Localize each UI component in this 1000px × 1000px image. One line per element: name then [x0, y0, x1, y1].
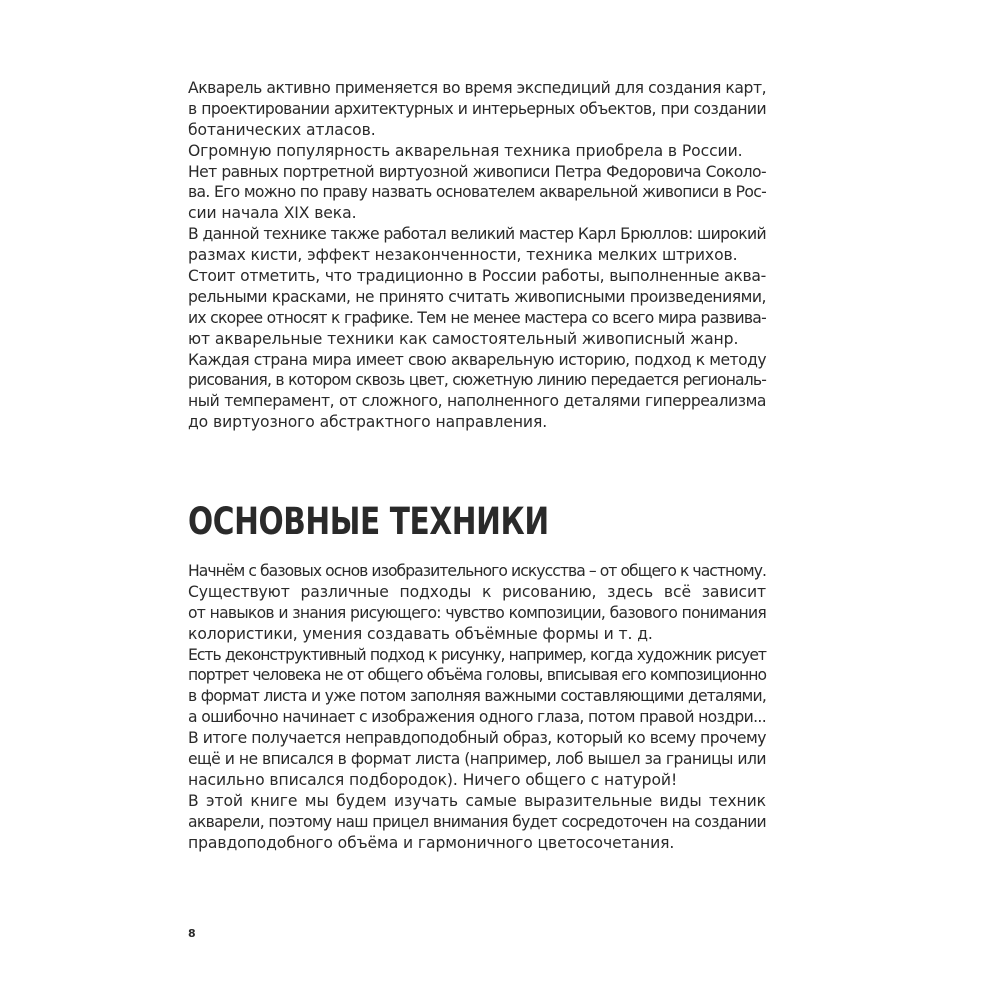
text-line: до виртуозного абстрактного направления.	[188, 413, 548, 432]
text-line: колористики, умения создавать объёмные формы и т. д.	[188, 624, 653, 643]
text-line: в проектировании архитектурных и интерьерных объектов, при создании	[188, 99, 766, 118]
text-line: акварели, поэтому наш прицел внимания будет сосредоточен на создании	[188, 812, 766, 831]
text-line: в формат листа и уже потом заполняя важными составляющими деталями,	[188, 687, 766, 706]
text-line: рисования, в котором сквозь цвет, сюжетную линию передается региональ-	[188, 371, 766, 390]
text-line: сии начала XIX века.	[188, 204, 357, 223]
text-line: Начнём с базовых основ изобразительного искусства – от общего к частному.	[188, 562, 766, 580]
text-line: В этой книге мы будем изучать самые выразительные виды техник	[188, 791, 766, 810]
text-line: правдоподобного объёма и гармоничного цветосочетания.	[188, 833, 675, 852]
text-line: от навыков и знания рисующего: чувство композиции, базового понимания	[188, 603, 766, 622]
text-line: ва. Его можно по праву назвать основателем акварельной живописи в Рос-	[188, 183, 766, 202]
text-line: насильно вписался подбородок). Ничего общего с натурой!	[188, 770, 678, 789]
techniques-text-block	[188, 561, 766, 853]
text-line: размах кисти, эффект незаконченности, техника мелких штрихов.	[188, 246, 738, 265]
text-line: портрет человека не от общего объёма головы, вписывая его композиционно	[188, 666, 766, 685]
text-line: ный темперамент, от сложного, наполненного деталями гиперреализма	[188, 392, 766, 411]
text-line: их скорее относят к графике. Тем не менее мастера со всего мира развива-	[188, 308, 766, 327]
text-line: В данной технике также работал великий мастер Карл Брюллов: широкий	[188, 225, 766, 244]
text-line: Каждая страна мира имеет свою акварельную историю, подход к методу	[188, 350, 766, 369]
text-line: Существуют различные подходы к рисованию, здесь всё зависит	[188, 582, 766, 601]
text-line: Стоит отметить, что традиционно в России работы, выполненные аква-	[188, 267, 766, 286]
text-line: Есть деконструктивный подход к рисунку, например, когда художник рисует	[188, 645, 766, 664]
text-line: В итоге получается неправдоподобный образ, который ко всему прочему	[188, 729, 766, 748]
text-line: рельными красками, не принято считать живописными произведениями,	[188, 287, 766, 306]
text-line: ботанических атласов.	[188, 120, 376, 139]
text-line: Огромную популярность акварельная техника приобрела в России.	[188, 141, 743, 160]
text-line: а ошибочно начинает с изображения одного глаза, потом правой ноздри...	[188, 708, 766, 727]
page-number: 8	[188, 927, 196, 940]
text-line: Нет равных портретной виртуозной живописи Петра Федоровича Соколо-	[188, 162, 766, 181]
text-line: ют акварельные техники как самостоятельный живописный жанр.	[188, 329, 739, 348]
section-heading: ОСНОВНЫЕ ТЕХНИКИ	[188, 500, 549, 543]
intro-text-block	[188, 78, 766, 433]
text-line: Акварель активно применяется во время экспедиций для создания карт,	[188, 79, 767, 97]
text-line: ещё и не вписался в формат листа (например, лоб вышел за границы или	[188, 750, 766, 769]
